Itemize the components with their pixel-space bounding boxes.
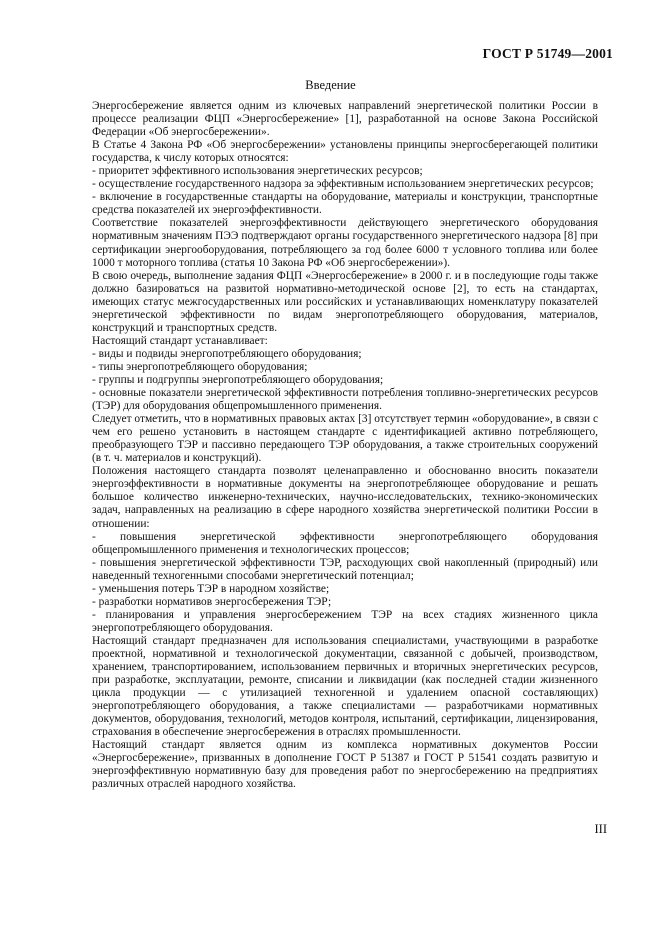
page-number: III	[594, 822, 607, 836]
paragraph: Соответствие показателей энергоэффективности действующего энергетического оборудования нормативным значениям ПЭЭ подтверждают органы государственного энергетического надзора [8] при сертификации энергооборудования, потребляющего за год более 6000 т условного топлива или более 1000 т моторного топлива (статья 10 Закона РФ «Об энергосбережении»).	[92, 217, 598, 269]
paragraph: Положения настоящего стандарта позволят целенаправленно и обоснованно вносить показатели энергоэффективности в нормативные документы на энергопотребляющее оборудование и решать большое количество инженерно-технических, научно-исследовательских, технико-экономических задач, направленных на реализацию в сфере народного хозяйства энергетической политики России в отношении:	[92, 465, 598, 530]
list-item: - уменьшения потерь ТЭР в народном хозяйстве;	[92, 582, 330, 595]
paragraph: В Статье 4 Закона РФ «Об энергосбережении» установлены принципы энергосберегающей политики государства, к числу которых относятся:	[92, 139, 598, 165]
list-item: - осуществление государственного надзора за эффективным использованием энергетических ресурсов;	[92, 178, 594, 191]
paragraph: Энергосбережение является одним из ключевых направлений энергетической политики России в процессе реализации ФЦП «Энергосбережение» [1], разработанной на основе Закона Российской Федерации «Об энергосбережении».	[92, 100, 598, 139]
list-item: - виды и подвиды энергопотребляющего оборудования;	[92, 347, 362, 360]
paragraph: Настоящий стандарт предназначен для использования специалистами, участвующими в разработке проектной, нормативной и технологической документации, связанной с добычей, производством, хранением, транспортированием, использованием первичных и вторичных энергетических ресурсов, при разработке, эксплуатации, ремонте, списании и ликвидации (как последней стадии жизненного цикла продукции — с утилизацией техногенной и удалением опасной составляющих) энергопотребляющего оборудования, а также специалистами — разработчиками нормативных документов, оборудования, технологий, методов контроля, испытаний, сертификации, лицензирования, страхования в обеспечение энергосбережения в отраслях промышленности.	[92, 634, 598, 739]
list-item: - включение в государственные стандарты на оборудование, материалы и конструкции, транспортные средства показателей их энергоэффективности.	[92, 191, 598, 217]
list-item: - группы и подгруппы энергопотребляющего оборудования;	[92, 373, 384, 386]
list-item: - повышения энергетической эффективности энергопотребляющего оборудования общепромышленного применения и технологических процессов;	[92, 530, 598, 556]
section-title: Введение	[305, 78, 356, 92]
paragraph: В свою очередь, выполнение задания ФЦП «Энергосбережение» в 2000 г. и в последующие годы также должно базироваться на развитой нормативно-методической основе [2], то есть на стандартах, имеющих статус межгосударственных или российских и устанавливающих номенклатуру показателей энергетической эффективности по видам энергопотребляющего оборудования, материалов, конструкций и транспортных средств.	[92, 269, 598, 334]
paragraph: Настоящий стандарт устанавливает:	[92, 334, 268, 347]
list-item: - разработки нормативов энергосбережения ТЭР;	[92, 595, 332, 608]
paragraph: Следует отметить, что в нормативных правовых актах [3] отсутствует термин «оборудование», в связи с чем его решено установить в настоящем стандарте с идентификацией активно потребляющего, преобразующего ТЭР и пассивно передающего ТЭР оборудования, а также строительных сооружений (в т. ч. материалов и конструкций).	[92, 413, 598, 465]
list-item: - приоритет эффективного использования энергетических ресурсов;	[92, 165, 423, 178]
list-item: - планирования и управления энергосбережением ТЭР на всех стадиях жизненного цикла энергопотребляющего оборудования.	[92, 608, 598, 634]
list-item: - основные показатели энергетической эффективности потребления топливно-энергетических ресурсов (ТЭР) для оборудования общепромышленного применения.	[92, 387, 598, 413]
body-text	[92, 100, 598, 791]
paragraph: Настоящий стандарт является одним из комплекса нормативных документов России «Энергосбережение», призванных в дополнение ГОСТ Р 51387 и ГОСТ Р 51541 создать развитую и энергоэффективную нормативную базу для проведения работ по энергосбережению на предприятиях различных отраслей народного хозяйства.	[92, 739, 598, 791]
list-item: - типы энергопотребляющего оборудования;	[92, 360, 308, 373]
list-item: - повышения энергетической эффективности ТЭР, расходующих свой накопленный (природный) или наведенный техногенными способами энергетический потенциал;	[92, 556, 598, 582]
document-code: ГОСТ Р 51749—2001	[482, 46, 613, 61]
